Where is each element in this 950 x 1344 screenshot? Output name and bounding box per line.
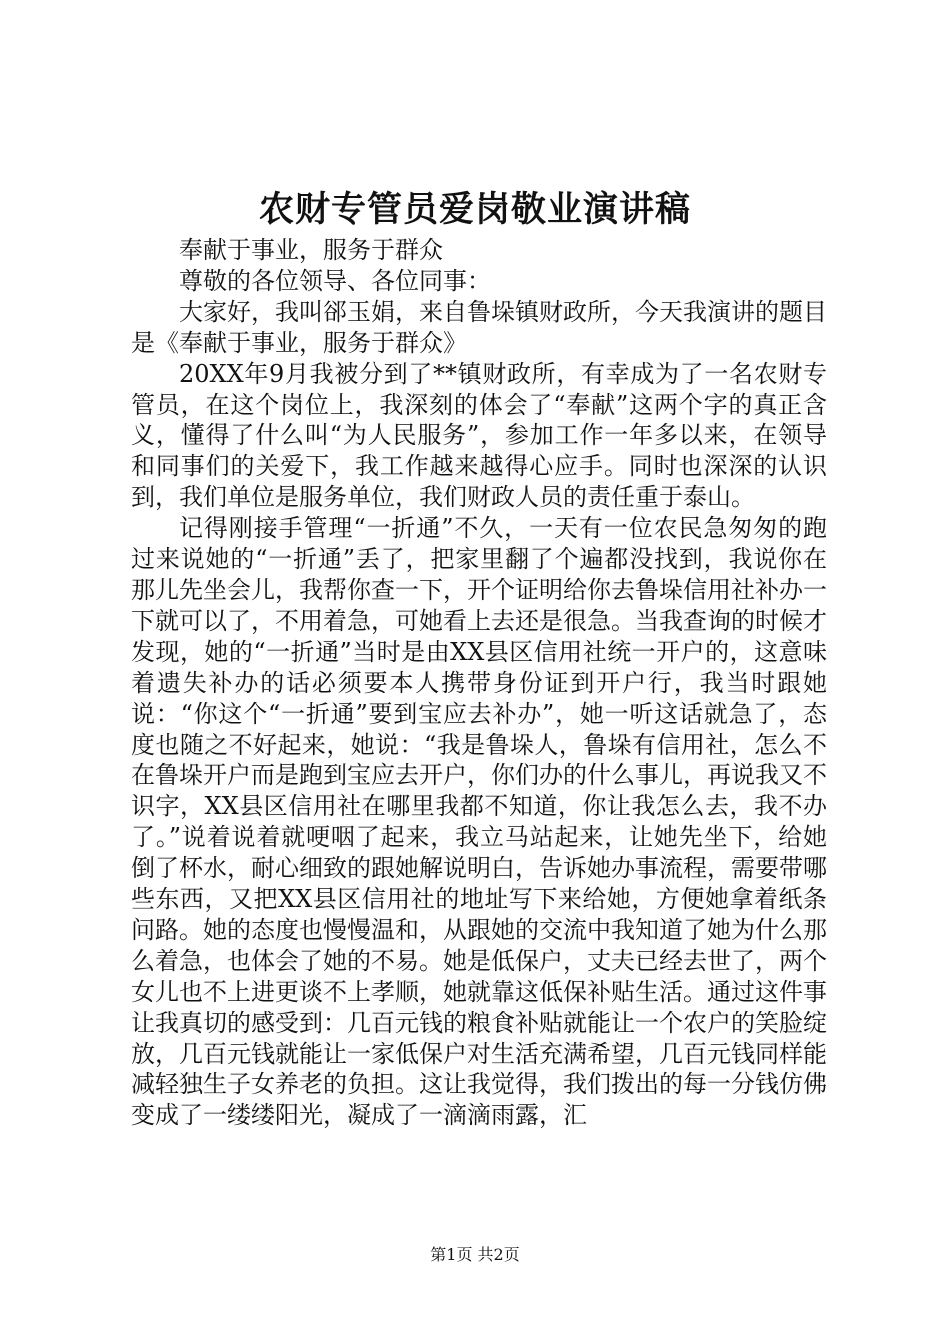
paragraph-subtitle: 奉献于事业，服务于群众 [179, 236, 443, 264]
paragraph-work-experience: 20XX年9月我被分到了**镇财政所，有幸成为了一名农财专管员，在这个岗位上，我深刻的体会了“奉献”这两个字的真正含义，懂得了什么叫“为人民服务”，参加工作一年多以来，在领导和同事们的关爱下，我工作越来越得心应手。同时也深深的认识到，我们单位是服务单位，我们财政人员的责任重于泰山。 [131, 359, 827, 512]
document-title: 农财专管员爱岗敬业演讲稿 [258, 189, 691, 230]
document-body [131, 235, 827, 1131]
paragraph-salutation: 尊敬的各位领导、各位同事： [179, 266, 491, 295]
page-number-footer: 第1页 共2页 [430, 1245, 520, 1264]
paragraph-intro: 大家好，我叫郤玉娟，来自鲁垛镇财政所，今天我演讲的题目是《奉献于事业，服务于群众》 [131, 297, 827, 357]
paragraph-story: 记得刚接手管理“一折通”不久，一天有一位农民急匆匆的跑过来说她的“一折通”丢了，把家里翻了个遍都没找到，我说你在那儿先坐会儿，我帮你查一下，开个证明给你去鲁垛信用社补办一下就可以了，不用着急，可她看上去还是很急。当我查询的时候才发现，她的“一折通”当时是由XX县区信用社统一开户的，这意味着遗失补办的话必须要本人携带身份证到开户行，我当时跟她说：“你这个“一折通”要到宝应去补办”，她一听这话就急了，态度也随之不好起来，她说：“我是鲁垛人，鲁垛有信用社，怎么不在鲁垛开户而是跑到宝应去开户，你们办的什么事儿，再说我又不识字，XX县区信用社在哪里我都不知道，你让我怎么去，我不办了。”说着说着就哽咽了起来，我立马站起来，让她先坐下，给她倒了杯水，耐心细致的跟她解说明白，告诉她办事流程，需要带哪些东西，又把XX县区信用社的地址写下来给她，方便她拿着纸条问路。她的态度也慢慢温和，从跟她的交流中我知道了她为什么那么着急，也体会了她的不易。她是低保户，丈夫已经去世了，两个女儿也不上进更谈不上孝顺，她就靠这低保补贴生活。通过这件事让我真切的感受到：几百元钱的粮食补贴就能让一个农户的笑脸绽放，几百元钱就能让一家低保户对生活充满希望，几百元钱同样能减轻独生子女养老的负担。这让我觉得，我们拨出的每一分钱仿佛变成了一缕缕阳光，凝成了一滴滴雨露，汇 [131, 514, 827, 1130]
